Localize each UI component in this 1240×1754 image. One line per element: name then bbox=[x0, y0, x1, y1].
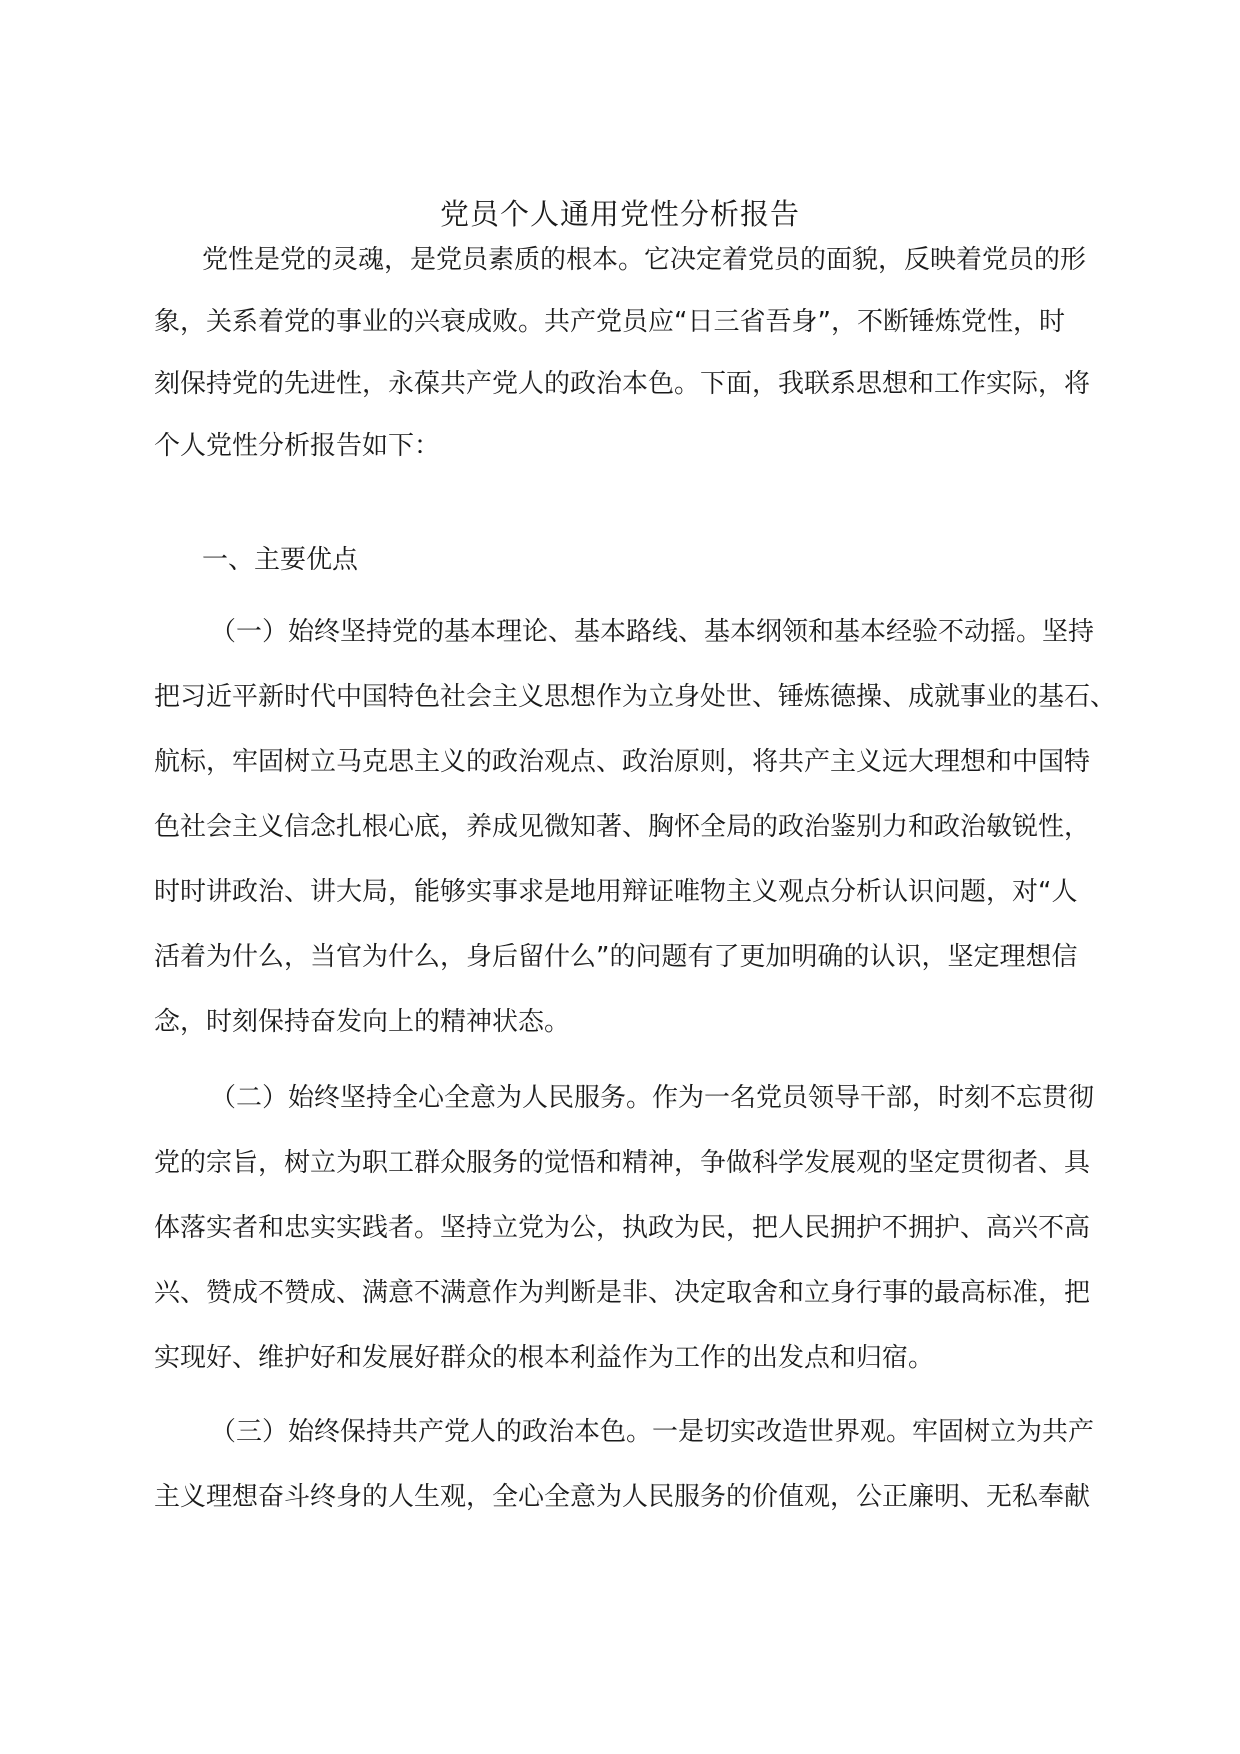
intro-line: 党性是党的灵魂，是党员素质的根本。它决定着党员的面貌，反映着党员的形 bbox=[202, 245, 1087, 275]
document-title: 党员个人通用党性分析报告 bbox=[439, 197, 800, 231]
point-one-line: 航标，牢固树立马克思主义的政治观点、政治原则，将共产主义远大理想和中国特 bbox=[154, 747, 1091, 777]
point-one-line: 念，时刻保持奋发向上的精神状态。 bbox=[154, 1007, 571, 1037]
point-two-line: 实现好、维护好和发展好群众的根本利益作为工作的出发点和归宿。 bbox=[154, 1343, 935, 1373]
point-two-line: 兴、赞成不赞成、满意不满意作为判断是非、决定取舍和立身行事的最高标准，把 bbox=[154, 1278, 1091, 1308]
point-two-line: 党的宗旨，树立为职工群众服务的觉悟和精神，争做科学发展观的坚定贯彻者、具 bbox=[154, 1148, 1091, 1178]
intro-line: 个人党性分析报告如下： bbox=[154, 431, 441, 461]
intro-line: 刻保持党的先进性，永葆共产党人的政治本色。下面，我联系思想和工作实际，将 bbox=[154, 369, 1091, 399]
point-one-line: 活着为什么，当官为什么，身后留什么”的问题有了更加明确的认识，坚定理想信 bbox=[154, 942, 1078, 972]
point-one-line: 色社会主义信念扎根心底，养成见微知著、胸怀全局的政治鉴别力和政治敏锐性， bbox=[154, 812, 1091, 842]
point-one-line: （一）始终坚持党的基本理论、基本路线、基本纲领和基本经验不动摇。坚持 bbox=[210, 617, 1095, 647]
point-three-line: 主义理想奋斗终身的人生观，全心全意为人民服务的价值观，公正廉明、无私奉献 bbox=[154, 1482, 1091, 1512]
intro-line: 象，关系着党的事业的兴衰成败。共产党员应“日三省吾身”，不断锤炼党性，时 bbox=[154, 307, 1065, 337]
point-two-line: 体落实者和忠实实践者。坚持立党为公，执政为民，把人民拥护不拥护、高兴不高 bbox=[154, 1213, 1091, 1243]
section-heading: 一、主要优点 bbox=[202, 545, 359, 575]
point-one-line: 时时讲政治、讲大局，能够实事求是地用辩证唯物主义观点分析认识问题，对“人 bbox=[154, 877, 1078, 907]
point-two-line: （二）始终坚持全心全意为人民服务。作为一名党员领导干部，时刻不忘贯彻 bbox=[210, 1083, 1095, 1113]
point-three-line: （三）始终保持共产党人的政治本色。一是切实改造世界观。牢固树立为共产 bbox=[210, 1417, 1095, 1447]
point-one-line: 把习近平新时代中国特色社会主义思想作为立身处世、锤炼德操、成就事业的基石、 bbox=[154, 682, 1117, 712]
